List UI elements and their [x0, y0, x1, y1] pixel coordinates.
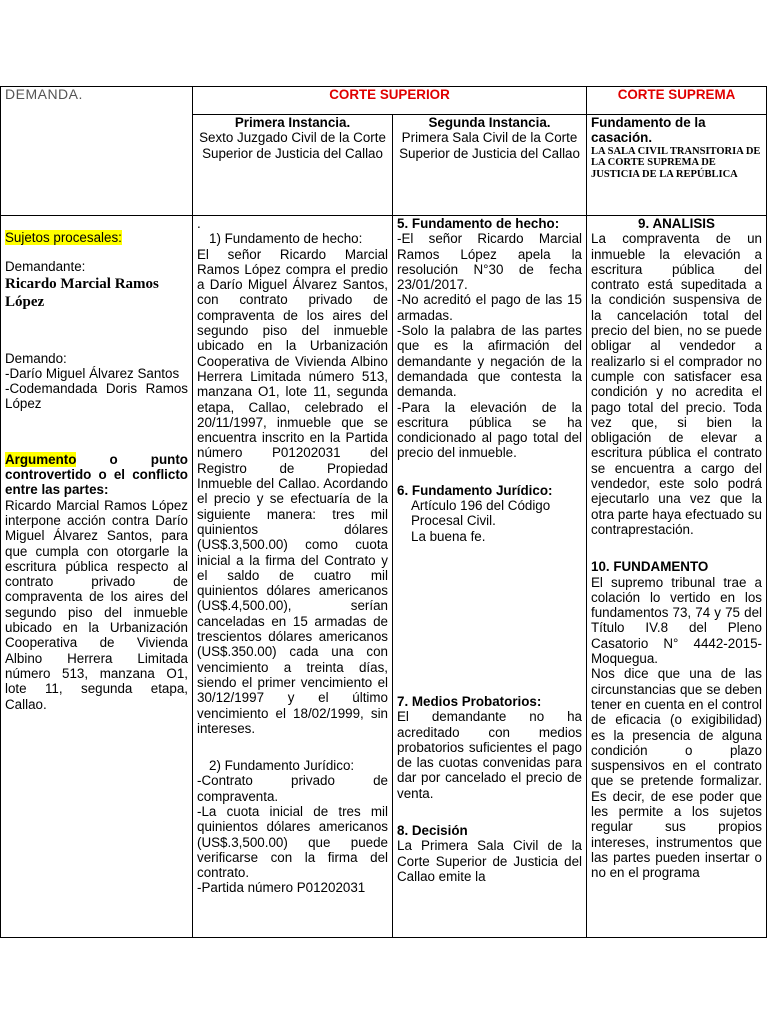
primera-instancia-cell — [193, 115, 393, 216]
demandante-name: Ricardo Marcial Ramos López — [5, 275, 159, 310]
argumento-heading: Argumento o punto controvertido o el conflicto entre las partes: — [5, 451, 188, 498]
segunda-instancia-text: Primera Sala Civil de la Corte Superior de Justicia del Callao — [399, 130, 580, 161]
demandado-item: -Darío Miguel Álvarez Santos — [5, 365, 180, 381]
demandado-label: Demando: — [5, 350, 67, 366]
sujetos-procesales-label: Sujetos procesales: — [5, 230, 122, 245]
fundamento-10-text: Nos dice que una de las circunstancias que se deben tener en cuenta en el control de eficacia (o exigibilidad) es la presencia de alguna condición o plazo suspensivos en el contrato que se pretende formalizar. Es decir, de ese poder que les permite a los sujetos regular sus propios intereses, instrumentos que las partes pueden insertar o no en el programa — [591, 666, 762, 881]
fundamento-10-text: El supremo tribunal trae a colación lo vertido en los fundamentos 73, 74 y 75 del Título IV.8 del Pleno Casatorio N° 4442-2015-Moquegua. — [591, 574, 762, 667]
casacion-cell — [587, 115, 767, 216]
fundamento-juridico-item: -Contrato privado de compraventa. — [197, 773, 388, 804]
fundamento-5-item: -Para la elevación de la escritura pública se ha condicionado al pago total del precio del inmueble. — [397, 399, 582, 461]
medios-probatorios-title: 7. Medios Probatorios: — [397, 693, 542, 709]
corte-suprema-body — [587, 216, 767, 938]
demanda-label: DEMANDA. — [5, 86, 83, 102]
segunda-instancia-body — [393, 216, 587, 938]
corte-suprema-header: CORTE SUPREMA — [587, 87, 767, 115]
corte-superior-header: CORTE SUPERIOR — [193, 87, 587, 115]
fundamento-5-item: -No acreditó el pago de las 15 armadas. — [397, 292, 582, 323]
demandante-label: Demandante: — [5, 259, 86, 275]
demandado-item: -Codemandada Doris Ramos López — [5, 381, 188, 412]
fundamento-hecho-text: El señor Ricardo Marcial Ramos López compra el predio a Darío Miguel Álvarez Santos, con contrato privado de compraventa de los aires del segundo piso del inmueble ubicado en la Urbanización Cooperativa de Vivienda Albino Herrera Limitada número 513, manzana O1, lote 11, segunda etapa, Callao, celebrado el 20/11/1997, inmueble que se encuentra inscrito en la Partida número P01202031 del Registro de Propiedad Inmueble del Callao. Acordando el precio y se efectuaría de la siguiente manera: tres mil quinientos dólares (US$.3,500.00) como cuota inicial a la firma del Contrato y el saldo de cuatro mil quinientos dólares americanos (US$.4,500.00), serían canceladas en 15 armadas de trescientos dólares americanos (US$.350.00) cada una con vencimiento a treinta días, siendo el primer vencimiento el 30/12/1997 y el último vencimiento el 18/02/1999, sin intereses. — [197, 246, 388, 736]
fundamento-juridico-item: -Partida número P01202031 — [197, 880, 366, 896]
fundamento-6-title: 6. Fundamento Jurídico: — [397, 482, 553, 498]
demanda-body-cell — [1, 216, 193, 938]
fundamento-5-item: -El señor Ricardo Marcial Ramos López apela la resolución N°30 de fecha 23/01/2017. — [397, 231, 582, 293]
primera-instancia-text: Sexto Juzgado Civil de la Corte Superior de Justicia del Callao — [199, 130, 386, 161]
case-comparison-table — [0, 86, 767, 938]
demanda-header-cell — [1, 87, 193, 216]
segunda-instancia-cell — [393, 115, 587, 216]
decision-text: La Primera Sala Civil de la Corte Superior de Justicia del Callao emite la — [397, 838, 582, 884]
body-row — [1, 216, 767, 938]
fundamento-6-item: Artículo 196 del Código Procesal Civil. — [411, 498, 551, 529]
header-row-top — [1, 87, 767, 115]
casacion-title: Fundamento de la casación. — [591, 115, 706, 146]
analisis-title: 9. ANALISIS — [638, 216, 715, 231]
fundamento-5-title: 5. Fundamento de hecho: — [397, 216, 560, 231]
decision-title: 8. Decisión — [397, 823, 468, 839]
fundamento-10-title: 10. FUNDAMENTO — [591, 559, 709, 575]
fundamento-juridico-item: -La cuota inicial de tres mil quinientos dólares americanos (US$.3,500.00) que puede verificarse con la firma del contrato. — [197, 803, 388, 881]
primera-instancia-title: Primera Instancia. — [234, 115, 351, 130]
fundamento-5-item: -Solo la palabra de las partes que es la afirmación del demandante y negación de la demandada que contesta la demanda. — [397, 323, 582, 400]
sala-civil-text: LA SALA CIVIL TRANSITORIA DE LA CORTE SUPREMA DE JUSTICIA DE LA REPÚBLICA — [591, 145, 761, 180]
dot-marker: . — [197, 216, 201, 231]
fundamento-hecho-title: 1) Fundamento de hecho: — [209, 231, 363, 247]
segunda-instancia-title: Segunda Instancia. — [428, 115, 551, 130]
argumento-text: Ricardo Marcial Ramos López interpone acción contra Darío Miguel Álvarez Santos, para que cumpla con otorgarle la escritura pública respecto al contrato privado de compraventa de los aires del segundo piso del inmueble ubicado en la Urbanización Cooperativa de Vivienda Albino Herrera Limitada número 513, manzana O1, lote 11, segunda etapa, Callao. — [5, 497, 188, 712]
analisis-text: La compraventa de un inmueble la elevación a escritura pública del contrato está supeditada a la condición suspensiva de la cancelación total del precio del bien, no se puede obligar al vendedor a realizarlo si el comprador no cumple con satisfacer esa condición y no acredita el pago total del precio. Toda vez que, si bien la obligación de elevar a escritura pública el contrato se encuentra a cargo del vendedor, este solo podrá ejecutarlo una vez que la otra parte haya efectuado su contraprestación. — [591, 231, 762, 537]
fundamento-juridico-title: 2) Fundamento Jurídico: — [209, 758, 355, 774]
fundamento-6-item: La buena fe. — [411, 528, 486, 544]
primera-instancia-body — [193, 216, 393, 938]
medios-probatorios-text: El demandante no ha acreditado con medios probatorios suficientes el pago de las cuotas convenidas para dar por cancelado el precio de venta. — [397, 709, 582, 801]
